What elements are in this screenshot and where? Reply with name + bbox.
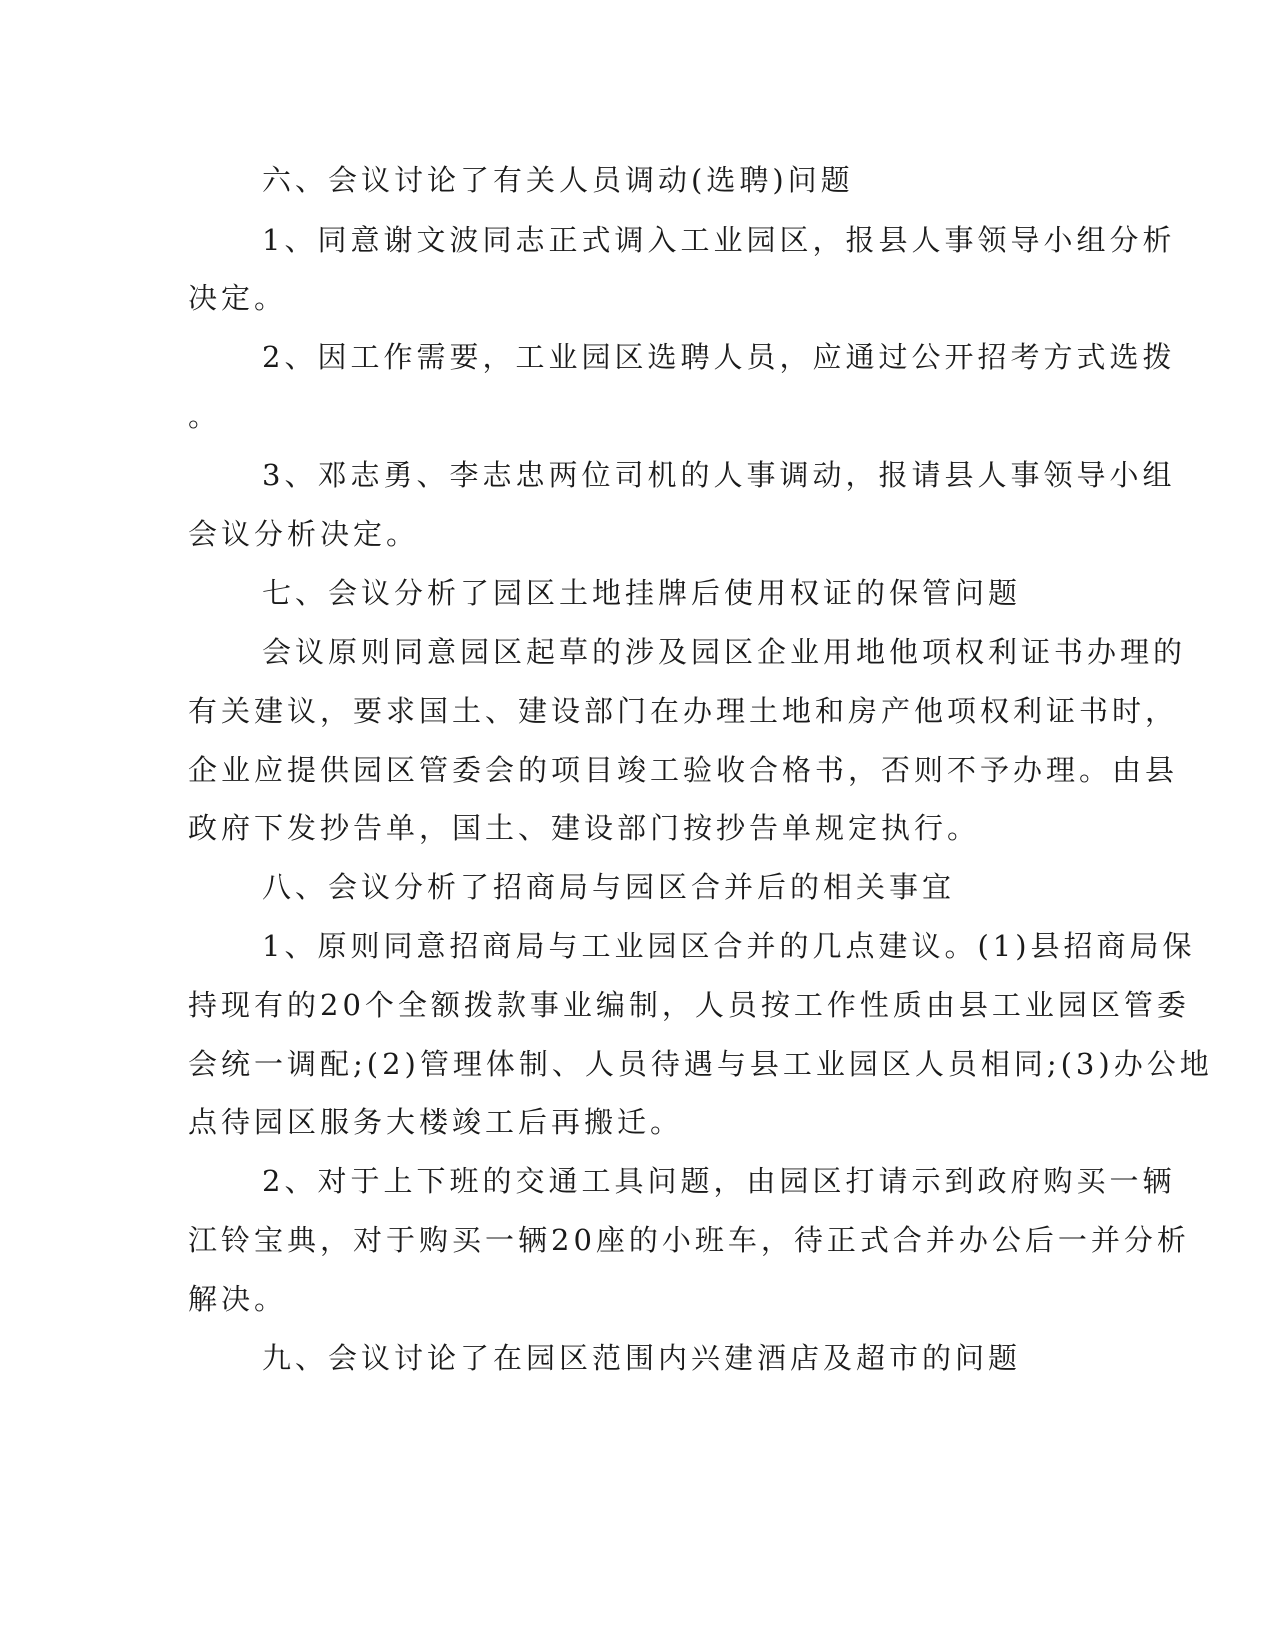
- paragraph-line: 。: [188, 399, 222, 433]
- paragraph-line: 会议原则同意园区起草的涉及园区企业用地他项权利证书办理的: [262, 635, 1187, 669]
- paragraph-line: 3、邓志勇、李志忠两位司机的人事调动，报请县人事领导小组: [262, 458, 1176, 492]
- paragraph-line: 点待园区服务大楼竣工后再搬迁。: [188, 1105, 684, 1139]
- paragraph-line: 1、同意谢文波同志正式调入工业园区，报县人事领导小组分析: [262, 223, 1176, 257]
- paragraph-line: 2、对于上下班的交通工具问题，由园区打请示到政府购买一辆: [262, 1164, 1176, 1198]
- paragraph-line: 决定。: [188, 281, 288, 315]
- heading-section-seven: 七、会议分析了园区土地挂牌后使用权证的保管问题: [262, 576, 1022, 610]
- paragraph-line: 企业应提供园区管委会的项目竣工验收合格书，否则不予办理。由县: [188, 753, 1179, 787]
- paragraph-line: 有关建议，要求国土、建设部门在办理土地和房产他项权利证书时，: [188, 694, 1179, 728]
- paragraph-line: 政府下发抄告单，国土、建设部门按抄告单规定执行。: [188, 811, 981, 845]
- paragraph-line: 解决。: [188, 1282, 288, 1316]
- paragraph-line: 会统一调配;(2)管理体制、人员待遇与县工业园区人员相同;(3)办公地: [188, 1047, 1213, 1081]
- paragraph-line: 持现有的20个全额拨款事业编制，人员按工作性质由县工业园区管委: [188, 988, 1190, 1022]
- paragraph-line: 2、因工作需要，工业园区选聘人员，应通过公开招考方式选拨: [262, 340, 1176, 374]
- heading-section-six: 六、会议讨论了有关人员调动(选聘)问题: [262, 163, 854, 197]
- heading-section-eight: 八、会议分析了招商局与园区合并后的相关事宜: [262, 870, 956, 904]
- paragraph-line: 1、原则同意招商局与工业园区合并的几点建议。(1)县招商局保: [262, 929, 1196, 963]
- paragraph-line: 会议分析决定。: [188, 517, 420, 551]
- heading-section-nine: 九、会议讨论了在园区范围内兴建酒店及超市的问题: [262, 1341, 1022, 1375]
- paragraph-line: 江铃宝典，对于购买一辆20座的小班车，待正式合并办公后一并分析: [188, 1223, 1190, 1257]
